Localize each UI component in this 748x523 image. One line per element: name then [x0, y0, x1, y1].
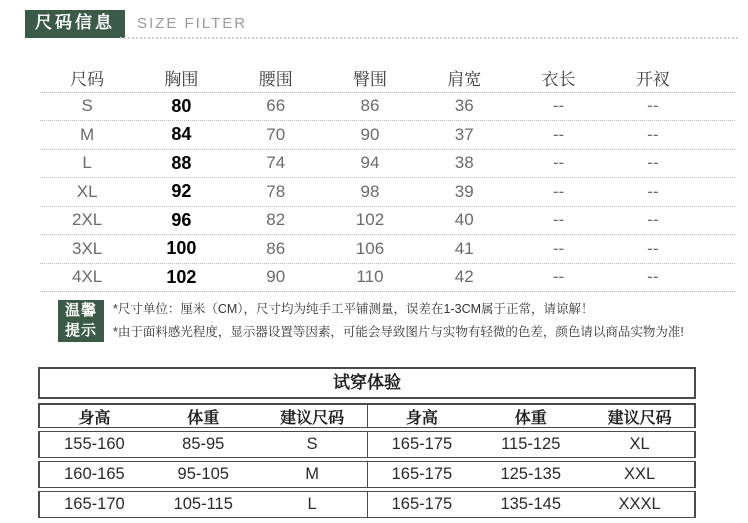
table-cell-height: 165-170: [64, 495, 125, 513]
section-title-badge: 尺码信息: [25, 10, 125, 38]
table-cell-weight: 105-115: [173, 495, 233, 513]
table-cell-hip: 98: [360, 181, 380, 201]
table-cell-slit: --: [647, 267, 659, 287]
table-cell-weight: 95-105: [177, 465, 229, 483]
tryon-row: [38, 491, 696, 518]
table-cell-shoulder: 37: [454, 124, 474, 144]
table-cell-shoulder: 42: [454, 267, 474, 287]
column-header: 肩宽: [447, 70, 482, 90]
table-cell-size: M: [80, 124, 95, 144]
table-cell-slit: --: [647, 124, 659, 144]
table-cell-bust: 100: [166, 238, 197, 259]
tryon-row-left: [40, 432, 368, 457]
tryon-row-right: [368, 462, 695, 487]
tips-note: *尺寸单位：厘米（CM），尺寸均为纯手工平铺测量，误差在1-3CM属于正常，请谅解！: [113, 302, 594, 316]
table-cell-height: 165-175: [391, 465, 453, 483]
table-cell-bust: 88: [171, 152, 192, 173]
column-header: 腰围: [258, 70, 293, 90]
table-cell-length: --: [552, 181, 565, 201]
tips-section: [58, 298, 684, 343]
table-cell-size: XL: [76, 181, 98, 201]
table-cell-size: L: [82, 153, 92, 173]
size-table-row: [40, 150, 735, 179]
column-header: 建议尺码: [607, 409, 672, 427]
column-header: 身高: [405, 409, 438, 427]
tryon-row-left: [40, 492, 368, 517]
table-cell-bust: 102: [166, 266, 197, 287]
table-cell-length: --: [552, 210, 565, 230]
table-cell-height: 160-165: [64, 465, 125, 483]
table-cell-hip: 90: [360, 124, 380, 144]
table-cell-size: S: [81, 96, 93, 116]
size-table-row: [40, 93, 735, 122]
table-cell-length: --: [552, 96, 565, 116]
table-cell-slit: --: [647, 181, 659, 201]
size-table-header-row: [40, 64, 735, 93]
table-cell-hip: 102: [355, 210, 385, 230]
table-cell-waist: 66: [266, 96, 286, 116]
column-header: 体重: [187, 409, 220, 427]
tryon-header-left: [40, 405, 368, 427]
table-cell-size: 4XL: [72, 267, 103, 287]
column-header: 体重: [514, 409, 547, 427]
tryon-header-row: [38, 403, 696, 428]
column-header: 身高: [78, 409, 111, 427]
table-cell-height: 155-160: [64, 435, 125, 453]
table-cell-hip: 110: [356, 267, 384, 287]
tryon-row-right: [368, 432, 695, 457]
tryon-table-title: 试穿体验: [38, 367, 696, 399]
tips-badge: [58, 300, 104, 342]
header-divider: [120, 37, 738, 39]
section-subtitle: SIZE FILTER: [137, 15, 248, 33]
table-cell-hip: 86: [360, 96, 380, 116]
table-cell-weight: 115-125: [501, 435, 561, 453]
table-cell-length: --: [552, 153, 565, 173]
table-cell-suggested-size: XL: [629, 435, 650, 453]
table-cell-suggested-size: XXL: [623, 465, 656, 483]
table-cell-weight: 85-95: [182, 435, 225, 453]
size-table-row: [40, 207, 735, 236]
tips-badge-line2: 提示: [64, 321, 97, 339]
tryon-row: [38, 461, 696, 488]
tryon-row-left: [40, 462, 368, 487]
tryon-header-right: [368, 405, 695, 427]
tips-notes: [113, 298, 684, 343]
table-cell-suggested-size: S: [306, 435, 318, 453]
table-cell-slit: --: [647, 153, 659, 173]
table-cell-slit: --: [647, 238, 659, 258]
table-cell-shoulder: 38: [454, 153, 474, 173]
table-cell-waist: 82: [266, 210, 286, 230]
table-cell-weight: 135-145: [500, 495, 562, 513]
table-cell-slit: --: [647, 96, 659, 116]
size-table-row: [40, 264, 735, 293]
table-cell-suggested-size: M: [305, 465, 319, 483]
table-cell-waist: 74: [266, 153, 286, 173]
table-cell-shoulder: 36: [454, 96, 474, 116]
table-cell-length: --: [552, 124, 565, 144]
column-header: 建议尺码: [280, 409, 345, 427]
table-cell-bust: 84: [171, 124, 192, 145]
table-cell-shoulder: 40: [454, 210, 474, 230]
table-cell-shoulder: 41: [454, 238, 474, 258]
size-table-row: [40, 178, 735, 207]
tips-badge-line1: 温馨: [64, 302, 97, 319]
column-header: 臀围: [352, 70, 387, 90]
table-cell-bust: 80: [171, 95, 192, 116]
table-cell-height: 165-175: [391, 495, 453, 513]
table-cell-shoulder: 39: [454, 181, 474, 201]
table-cell-suggested-size: XXXL: [618, 495, 661, 513]
size-table: [40, 64, 735, 292]
table-cell-bust: 92: [171, 181, 192, 202]
table-cell-waist: 70: [266, 124, 286, 144]
table-cell-waist: 90: [266, 267, 286, 287]
table-cell-hip: 106: [355, 238, 385, 258]
tryon-row-right: [368, 492, 695, 517]
table-cell-suggested-size: L: [307, 495, 317, 513]
column-header: 衣长: [541, 70, 576, 90]
size-table-row: [40, 121, 735, 150]
table-cell-hip: 94: [360, 153, 380, 173]
section-header: [25, 10, 247, 38]
tryon-row: [38, 431, 696, 458]
table-cell-bust: 96: [171, 209, 192, 230]
column-header: 尺码: [70, 70, 105, 90]
table-cell-weight: 125-135: [500, 465, 562, 483]
size-table-row: [40, 235, 735, 264]
column-header: 开衩: [635, 70, 670, 90]
tips-note: *由于面料感光程度，显示器设置等因素，可能会导致图片与实物有轻微的色差，颜色请以商品实物为准!: [113, 324, 684, 339]
table-cell-length: --: [552, 267, 565, 287]
table-cell-size: 3XL: [72, 238, 103, 258]
tryon-table: [38, 367, 696, 518]
table-cell-waist: 78: [266, 181, 286, 201]
table-cell-waist: 86: [266, 238, 286, 258]
column-header: 胸围: [164, 70, 199, 90]
table-cell-size: 2XL: [72, 210, 103, 230]
table-cell-slit: --: [647, 210, 659, 230]
table-cell-length: --: [552, 238, 565, 258]
table-cell-height: 165-175: [391, 435, 453, 453]
